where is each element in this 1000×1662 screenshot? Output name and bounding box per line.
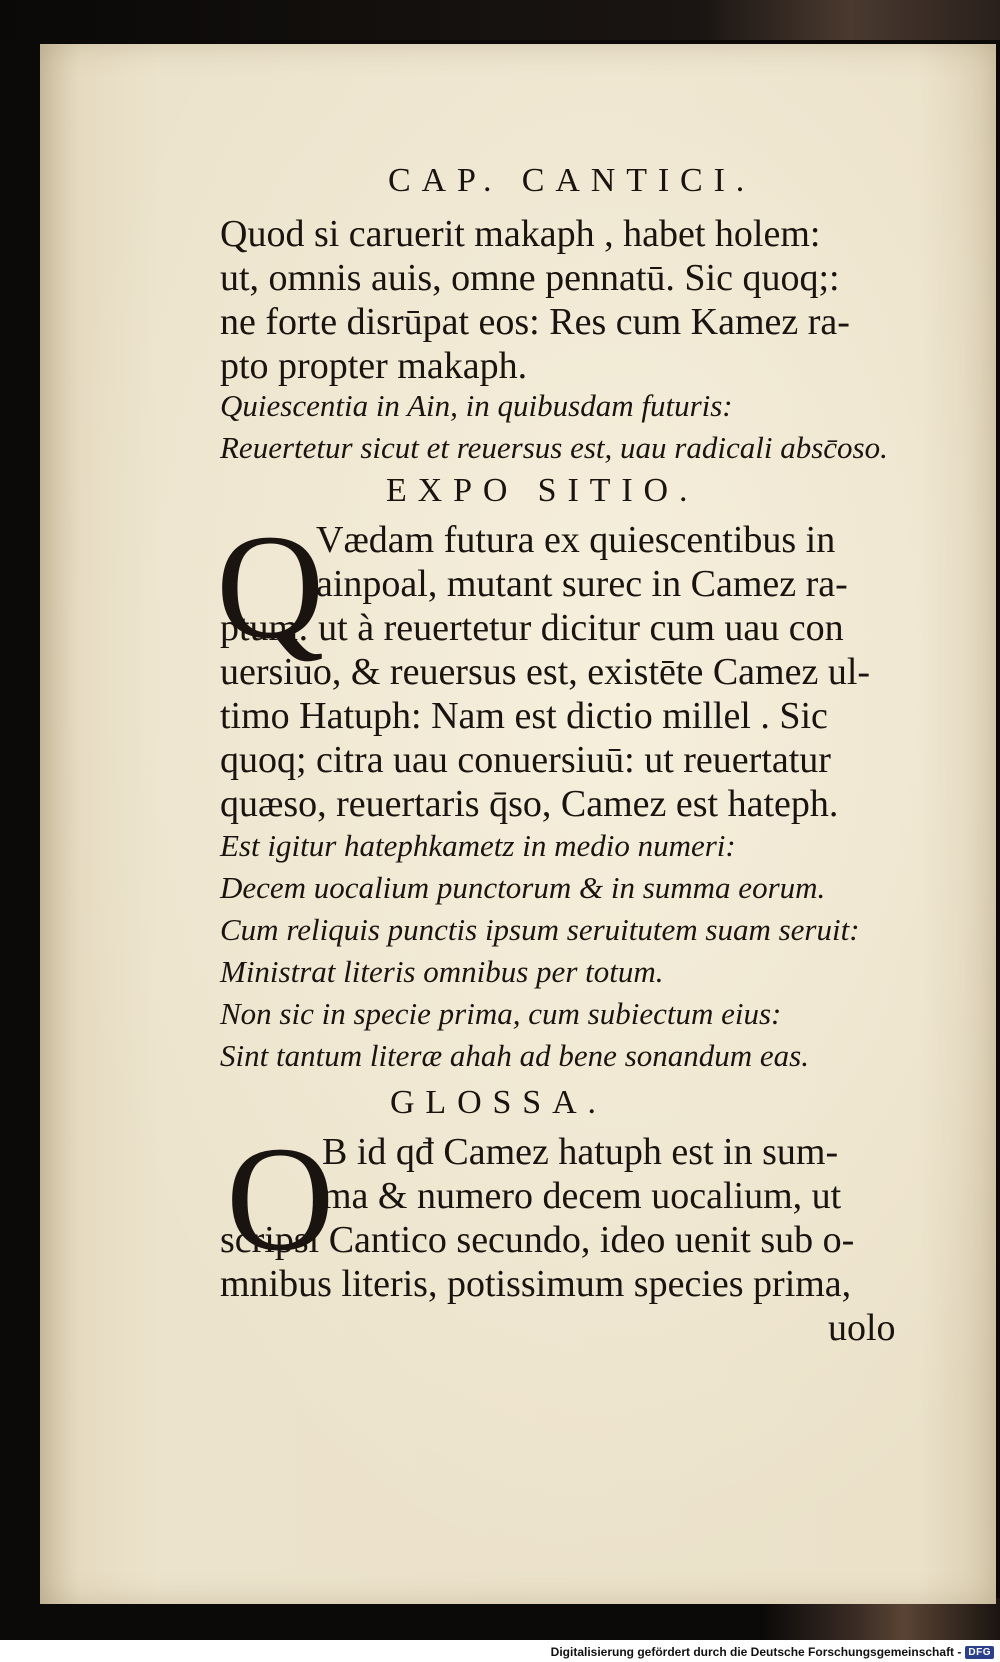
digitization-credit xyxy=(551,1642,994,1662)
paragraph-line: ne forte disrūpat eos: Res cum Kamez ra- xyxy=(220,301,850,343)
paragraph-line: ut, omnis auis, omne pennatū. Sic quoq;: xyxy=(220,257,840,299)
section-heading-glossa: GLOSSA. xyxy=(390,1084,607,1121)
verse-line: Cum reliquis punctis ipsum seruitutem suam seruit: xyxy=(220,912,860,947)
section-heading-expositio: EXPO SITIO. xyxy=(386,472,699,509)
expositio-line: quæso, reuertaris q̄so, Camez est hateph. xyxy=(220,783,839,825)
glossa-line: B id qđ Camez hatuph est in sum- xyxy=(322,1131,839,1173)
expositio-line: quoq; citra uau conuersiuū: ut reuertatur xyxy=(220,739,831,781)
expositio-line: timo Hatuph: Nam est dictio millel . Sic xyxy=(220,695,828,737)
expositio-line: ainpoal, mutant surec in Camez ra- xyxy=(316,563,848,605)
verse-line: Quiescentia in Ain, in quibusdam futuris: xyxy=(220,388,733,423)
glossa-line: scripsi Cantico secundo, ideo uenit sub o- xyxy=(220,1219,855,1261)
catchword: uolo xyxy=(828,1307,896,1349)
dfg-logo: DFG xyxy=(965,1646,994,1659)
book-edge-top xyxy=(0,0,1000,40)
paragraph-line: Quod si caruerit makaph , habet holem: xyxy=(220,213,821,255)
verse-line: Non sic in specie prima, cum subiectum eius: xyxy=(220,996,782,1031)
credit-text: Digitalisierung gefördert durch die Deutsche Forschungsgemeinschaft - xyxy=(550,1645,962,1659)
expositio-line: uersiuo, & reuersus est, existēte Camez ul- xyxy=(220,651,871,693)
verse-line: Decem uocalium punctorum & in summa eorum. xyxy=(220,870,826,905)
verse-line: Sint tantum literæ ahah ad bene sonandum eas. xyxy=(220,1038,809,1073)
book-edge-bottom xyxy=(760,1598,1000,1640)
verse-line: Est igitur hatephkametz in medio numeri: xyxy=(220,828,736,863)
running-title: CAP. CANTICI. xyxy=(388,162,756,199)
expositio-line: Vædam futura ex quiescentibus in xyxy=(316,519,836,561)
page-text xyxy=(40,44,996,1604)
glossa-line: ma & numero decem uocalium, ut xyxy=(322,1175,842,1217)
paragraph-line: pto propter makaph. xyxy=(220,345,528,387)
expositio-line: ptum: ut à reuertetur dicitur cum uau con xyxy=(220,607,844,649)
glossa-line: mnibus literis, potissimum species prima, xyxy=(220,1263,852,1305)
verse-line: Ministrat literis omnibus per totum. xyxy=(220,954,664,989)
verse-line: Reuertetur sicut et reuersus est, uau radicali absc̄oso. xyxy=(220,430,888,465)
drop-cap-o: O xyxy=(226,1116,335,1282)
book-page xyxy=(40,44,996,1604)
drop-cap-q: Q xyxy=(216,504,325,670)
